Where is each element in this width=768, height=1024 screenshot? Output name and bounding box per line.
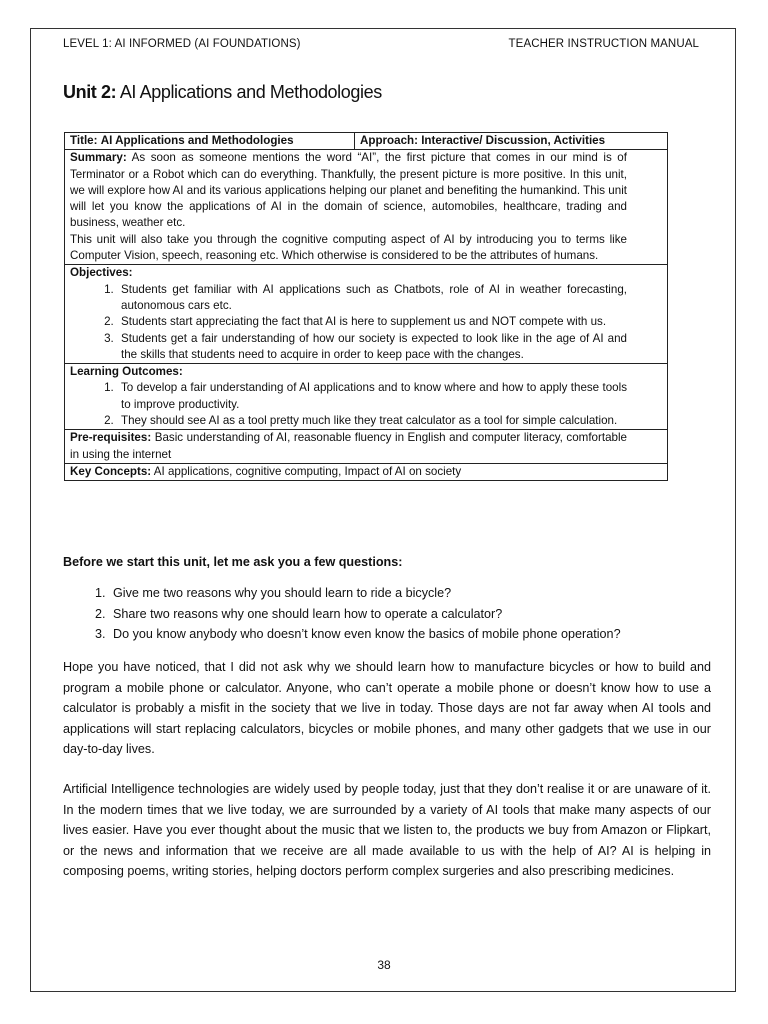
- paragraph-2: Artificial Intelligence technologies are widely used by people today, just that they don’t realise it or are unaware of it. In the modern times that we live today, we are surrounded by a variety of AI tools that make many aspects of our lives easier. Have you ever thought about the music that we listen to, the products we buy from Amazon or Flipkart, or the news and information that we receive are all made available to us with the help of AI? AI is helping in composing poems, writing stories, helping doctors perform complex surgeries and also prescribing medicines.: [63, 782, 711, 878]
- summary-cell: [65, 150, 668, 265]
- unit-info-table: [64, 132, 668, 481]
- page-number: 38: [377, 958, 391, 972]
- summary-text-2: This unit will also take you through the cognitive computing aspect of AI by introducing you to terms like Computer Vision, speech, reasoning etc. Which otherwise is considered to be the attributes of humans.: [70, 232, 627, 263]
- prereq-row: [65, 430, 668, 464]
- prereq-label: Pre-requisites:: [70, 431, 152, 445]
- intro-question: Before we start this unit, let me ask you a few questions:: [63, 555, 403, 569]
- header-left: LEVEL 1: AI INFORMED (AI FOUNDATIONS): [63, 38, 301, 50]
- objective-item: 3. Students get a fair understanding of how our society is expected to look like in the age of AI and the skills that students need to acquire in order to keep pace with the changes.: [117, 331, 627, 364]
- title-cell: Title: AI Applications and Methodologies: [65, 133, 355, 150]
- summary-text-1: As soon as someone mentions the word “AI”, the first picture that comes in our mind is of Terminator or a Robot which can do everything. Thankfully, the present picture is more positive. In this unit, we will explore how AI and its various applications helping our planet and benefiting the humankind. This unit will let you know the applications of AI in the domain of science, automobiles, healthcare, trading and business, weather etc.: [70, 151, 627, 230]
- objectives-label: Objectives:: [70, 266, 133, 280]
- key-concepts-label: Key Concepts:: [70, 464, 152, 478]
- key-concepts-cell: [65, 463, 668, 480]
- key-concepts-text: AI applications, cognitive computing, Impact of AI on society: [153, 464, 462, 478]
- header-right: TEACHER INSTRUCTION MANUAL: [508, 38, 699, 50]
- prereq-text: Basic understanding of AI, reasonable fluency in English and computer literacy, comfortable in using the internet: [70, 431, 627, 461]
- objective-item: 2. Students start appreciating the fact that AI is here to supplement us and NOT compete with us.: [117, 314, 627, 330]
- unit-label: Unit 2:: [63, 82, 117, 102]
- outcomes-label: Learning Outcomes:: [70, 365, 183, 379]
- summary-row: [65, 150, 668, 265]
- outcome-item: 1. To develop a fair understanding of AI applications and to know where and how to apply these tools to improve productivity.: [117, 380, 627, 413]
- title-row: [65, 133, 668, 150]
- question-item: 3. Do you know anybody who doesn’t know even know the basics of mobile phone operation?: [109, 624, 621, 645]
- prereq-cell: [65, 430, 668, 464]
- outcome-item: 2. They should see AI as a tool pretty much like they treat calculator as a tool for simple calculation.: [117, 413, 627, 429]
- objectives-row: [65, 265, 668, 364]
- objective-item: 1. Students get familiar with AI applications such as Chatbots, role of AI in weather forecasting, autonomous cars etc.: [117, 282, 627, 315]
- question-item: 2. Share two reasons why one should learn how to operate a calculator?: [109, 604, 621, 625]
- questions-list: [63, 583, 621, 645]
- unit-title: [63, 82, 382, 103]
- approach-cell: Approach: Interactive/ Discussion, Activities: [355, 133, 668, 150]
- outcomes-list: [70, 380, 627, 429]
- objectives-list: [70, 282, 627, 363]
- outcomes-row: [65, 364, 668, 430]
- unit-title-text: AI Applications and Methodologies: [119, 82, 382, 102]
- question-item: 1. Give me two reasons why you should learn to ride a bicycle?: [109, 583, 621, 604]
- key-concepts-row: [65, 463, 668, 480]
- outcomes-cell: [65, 364, 668, 430]
- summary-label: Summary:: [70, 151, 127, 165]
- paragraph-1: Hope you have noticed, that I did not ask why we should learn how to manufacture bicycles or how to build and program a mobile phone or calculator. Anyone, who can’t operate a mobile phone or doesn’t know how to use a calculator is probably a misfit in the society that we live in today. Those days are not far away when AI tools and applications will start replacing calculators, bicycles or mobile phones, and many other gadgets that we use in our day-to-day lives.: [63, 660, 711, 756]
- objectives-cell: [65, 265, 668, 364]
